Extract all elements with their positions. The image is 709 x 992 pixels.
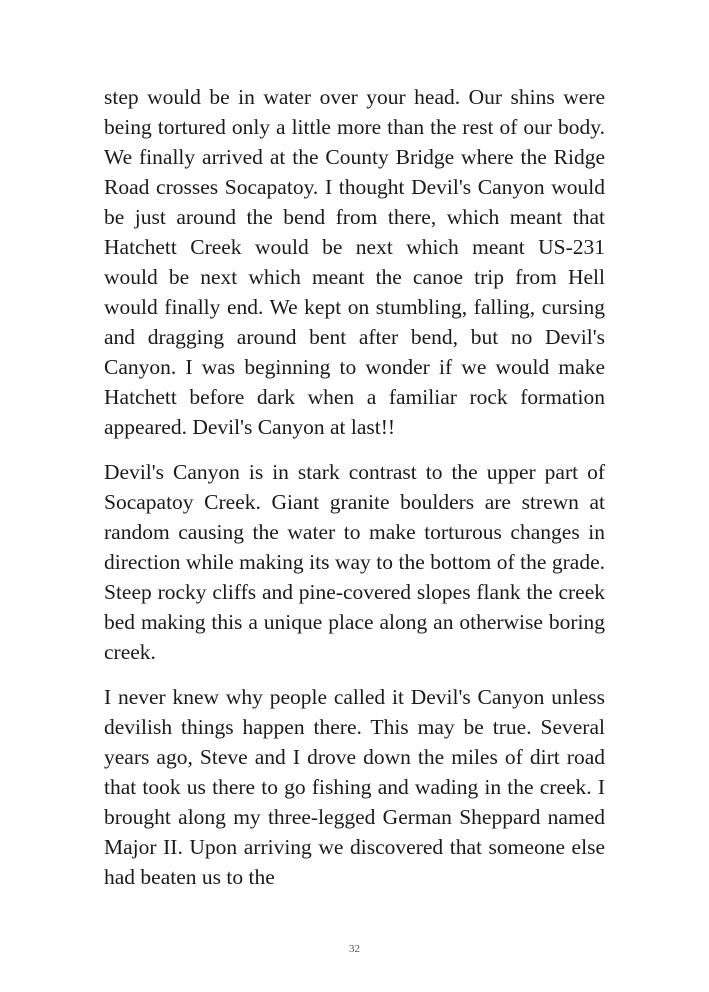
page-number: 32: [349, 943, 360, 955]
paragraph-3: I never knew why people called it Devil's Canyon unless devilish things happen there. This may be true. Several years ago, Steve and I drove down the miles of dirt road that took us there to go fishing and wading in the creek. I brought along my three-legged German Sheppard named Major II. Upon arriving we discovered that someone else had beaten us to the: [104, 685, 605, 889]
paragraph-1: step would be in water over your head. Our shins were being tortured only a little more than the rest of our body. We finally arrived at the County Bridge where the Ridge Road crosses Socapatoy. I thought Devil's Canyon would be just around the bend from there, which meant that Hatchett Creek would be next which meant US-231 would be next which meant the canoe trip from Hell would finally end. We kept on stumbling, falling, cursing and dragging around bent after bend, but no Devil's Canyon. I was beginning to wonder if we would make Hatchett before dark when a familiar rock formation appeared. Devil's Canyon at last!!: [104, 85, 605, 439]
paragraph-2: Devil's Canyon is in stark contrast to the upper part of Socapatoy Creek. Giant granite boulders are strewn at random causing the water to make torturous changes in direction while making its way to the bottom of the grade. Steep rocky cliffs and pine-covered slopes flank the creek bed making this a unique place along an otherwise boring creek.: [104, 460, 605, 664]
page-body: [104, 82, 605, 907]
